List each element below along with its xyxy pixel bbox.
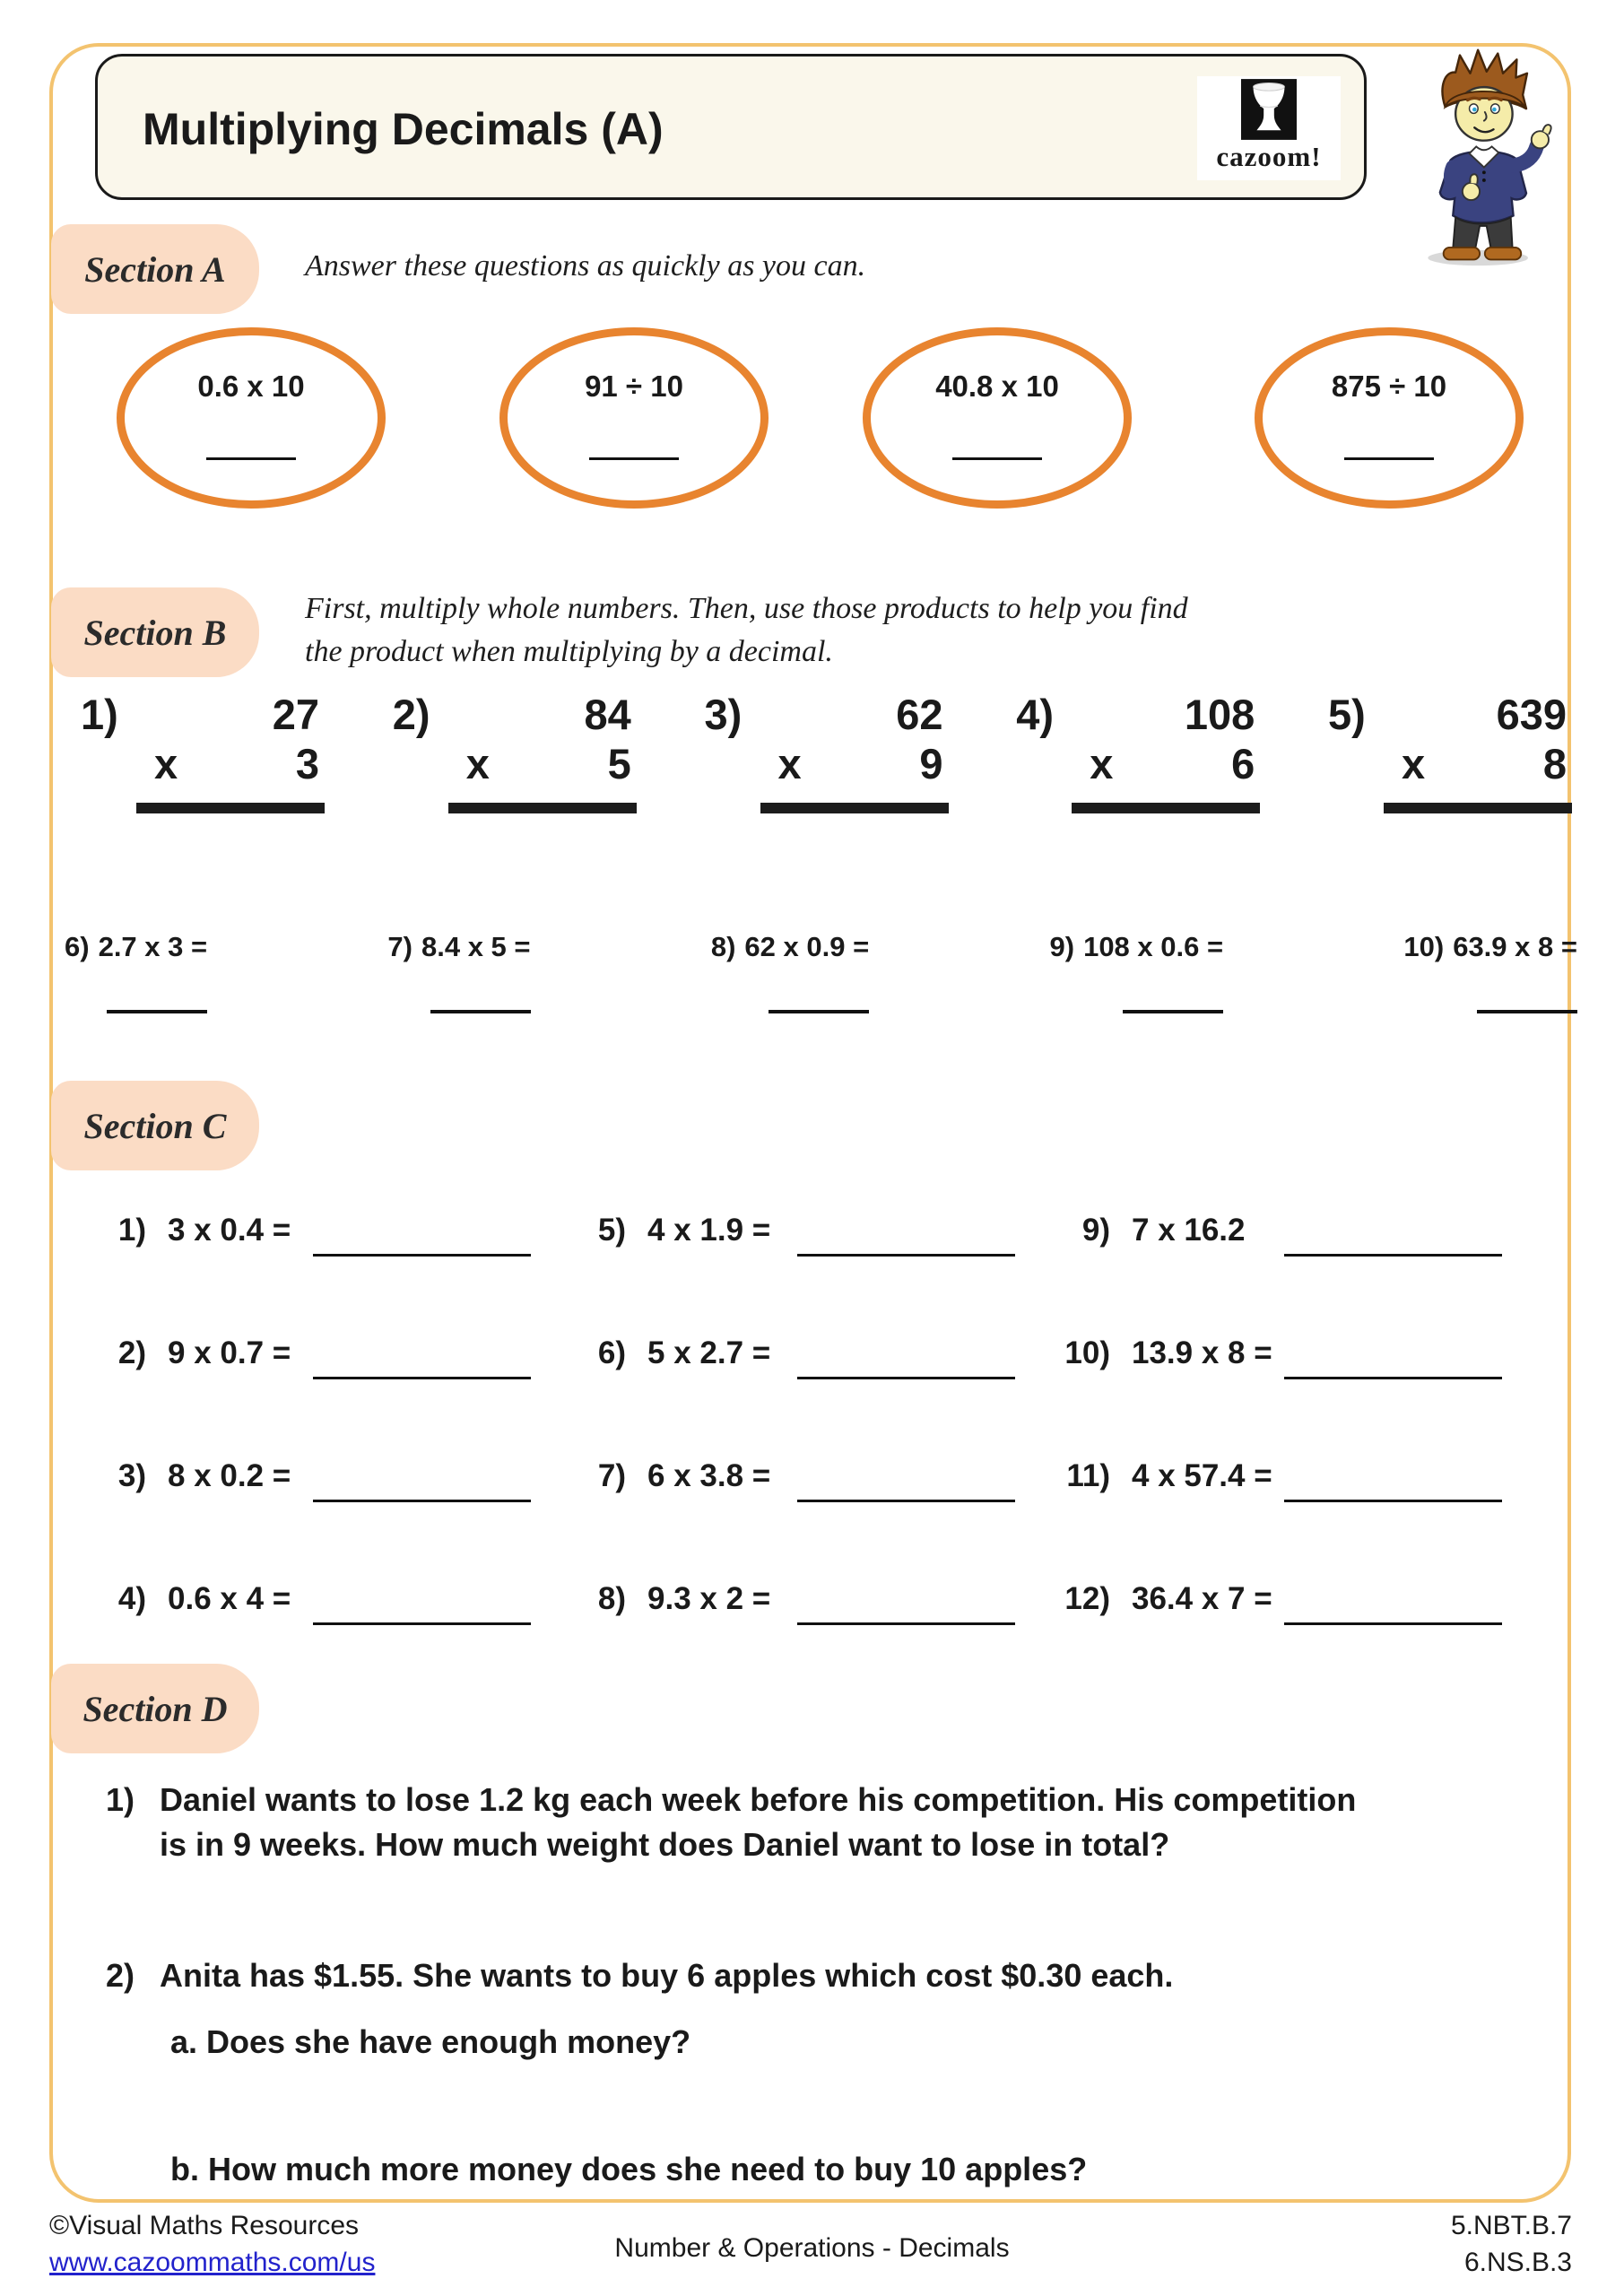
answer-blank [1477, 1010, 1577, 1013]
vertical-problem [1328, 691, 1572, 813]
answer-rule [448, 803, 637, 813]
problem-row [565, 1581, 1049, 1704]
section-c-label: Section C [51, 1081, 259, 1170]
problem-expression: 875 ÷ 10 [1331, 370, 1447, 403]
problem-expression: 8.4 x 5 = [421, 931, 531, 962]
multiplicand: 84 [584, 691, 631, 738]
section-b-instruction-line2: the product when multiplying by a decimal. [305, 635, 833, 668]
problem-expression: 6 x 3.8 = [647, 1458, 771, 1493]
problem-number: 6) [597, 1335, 626, 1370]
problem-number: 8) [710, 931, 736, 962]
answer-blank [952, 457, 1042, 460]
problem-expression: 3 x 0.4 = [168, 1213, 291, 1248]
section-a-label: Section A [51, 224, 259, 314]
answer-blank [107, 1010, 207, 1013]
problem-row [565, 1213, 1049, 1335]
problem-row [85, 1458, 565, 1581]
section-b-instruction-line1: First, multiply whole numbers. Then, use those products to help you find [305, 592, 1188, 625]
standard-code-2: 6.NS.B.3 [1463, 2247, 1572, 2277]
problem-expression: 7 x 16.2 [1132, 1213, 1246, 1248]
inline-problem [65, 931, 207, 1013]
problem-text-line2: is in 9 weeks. How much weight does Daniel want to lose in total? [160, 1825, 1170, 1863]
answer-blank [797, 1335, 1015, 1379]
answer-blank [1123, 1010, 1223, 1013]
multiplier: 5 [607, 739, 631, 787]
multiplier: 3 [295, 739, 319, 787]
problem-expression: 91 ÷ 10 [585, 370, 683, 403]
problem-expression: 36.4 x 7 = [1132, 1581, 1272, 1616]
answer-blank [797, 1458, 1015, 1502]
word-problem-2a: a. Does she have enough money? [170, 2023, 691, 2060]
answer-blank [797, 1581, 1015, 1625]
answer-blank [1284, 1581, 1502, 1625]
problem-row [565, 1458, 1049, 1581]
footer-standards [1451, 2208, 1572, 2281]
mental-math-bubble [117, 327, 386, 509]
multiply-sign: x [777, 739, 802, 787]
problem-expression: 108 x 0.6 = [1083, 931, 1224, 962]
problem-row [565, 1335, 1049, 1458]
problem-number: 10) [1064, 1335, 1110, 1370]
multiplicand: 27 [272, 691, 319, 738]
multiply-sign: x [154, 739, 178, 787]
multiply-sign: x [465, 739, 490, 787]
problem-expression: 8 x 0.2 = [168, 1458, 291, 1493]
answer-blank [797, 1213, 1015, 1257]
multiplicand: 639 [1496, 691, 1567, 738]
problem-text [160, 1778, 1356, 1866]
problem-expression: 5 x 2.7 = [647, 1335, 771, 1370]
problem-row [1049, 1581, 1536, 1704]
problem-number: 1) [81, 691, 118, 738]
problem-number: 2) [106, 1957, 135, 1994]
vertical-problem [393, 691, 637, 813]
problem-expression: 63.9 x 8 = [1453, 931, 1577, 962]
section-b-label: Section B [51, 587, 259, 677]
standard-code-1: 5.NBT.B.7 [1450, 2211, 1572, 2240]
word-problem-2 [106, 1953, 1532, 1998]
vertical-problem [81, 691, 325, 813]
answer-rule [760, 803, 949, 813]
multiply-sign: x [1090, 739, 1114, 787]
problem-text: Anita has $1.55. She wants to buy 6 apples which cost $0.30 each. [160, 1957, 1174, 1994]
multiplier: 6 [1231, 739, 1255, 787]
problem-number: 4) [117, 1581, 146, 1616]
problem-row [1049, 1335, 1536, 1458]
title-box [95, 54, 1367, 200]
mental-math-bubble [1255, 327, 1524, 509]
problem-number: 10) [1403, 931, 1445, 962]
problem-expression: 0.6 x 4 = [168, 1581, 291, 1616]
problem-row [1049, 1458, 1536, 1581]
cazoom-logo [1197, 76, 1341, 180]
word-problem-1 [106, 1778, 1532, 1866]
problem-number: 4) [1016, 691, 1055, 738]
answer-blank [1284, 1335, 1502, 1379]
inline-problem [1403, 931, 1577, 1013]
problem-number: 1) [117, 1213, 146, 1248]
cazoommaths-link[interactable]: www.cazoommaths.com/us [49, 2247, 376, 2277]
problem-expression: 40.8 x 10 [935, 370, 1059, 403]
inline-problem [1050, 931, 1224, 1013]
footer-topic: Number & Operations - Decimals [614, 2233, 1010, 2263]
answer-rule [1072, 803, 1260, 813]
cazoom-logo-text: cazoom! [1216, 141, 1322, 172]
word-problem-2b: b. How much more money does she need to buy 10 apples? [170, 2151, 1088, 2187]
section-a-instruction: Answer these questions as quickly as you can. [305, 249, 866, 283]
multiplicand: 62 [896, 691, 943, 738]
problem-number: 12) [1064, 1581, 1110, 1616]
problem-text-line1: Daniel wants to lose 1.2 kg each week before his competition. His competition [160, 1781, 1357, 1818]
problem-number: 6) [65, 931, 90, 962]
problem-number: 9) [1081, 1213, 1110, 1248]
problem-number: 7) [387, 931, 413, 962]
problem-row [85, 1213, 565, 1335]
answer-blank [313, 1213, 531, 1257]
student-character-illustration [1392, 45, 1571, 269]
answer-blank [1284, 1458, 1502, 1502]
problem-number: 3) [704, 691, 743, 738]
answer-blank [313, 1458, 531, 1502]
answer-rule [136, 803, 325, 813]
answer-blank [769, 1010, 869, 1013]
section-c-problem-grid [85, 1213, 1536, 1704]
problem-number: 2) [392, 691, 430, 738]
multiplier: 9 [919, 739, 943, 787]
vertical-multiplication-row [81, 691, 1572, 813]
answer-blank [589, 457, 679, 460]
problem-expression: 4 x 57.4 = [1132, 1458, 1272, 1493]
inline-problems-row [65, 931, 1577, 1013]
answer-blank [313, 1335, 531, 1379]
problem-expression: 9.3 x 2 = [647, 1581, 771, 1616]
problem-expression: 0.6 x 10 [197, 370, 305, 403]
answer-blank [1344, 457, 1434, 460]
problem-expression: 9 x 0.7 = [168, 1335, 291, 1370]
problem-number: 8) [597, 1581, 626, 1616]
problem-number: 9) [1049, 931, 1075, 962]
problem-expression: 4 x 1.9 = [647, 1213, 771, 1248]
problem-row [85, 1335, 565, 1458]
problem-number: 7) [597, 1458, 626, 1493]
section-d-label: Section D [51, 1664, 259, 1753]
multiplier: 8 [1542, 739, 1567, 787]
multiplicand: 108 [1184, 691, 1255, 738]
problem-row [1049, 1213, 1536, 1335]
answer-blank [430, 1010, 531, 1013]
answer-blank [1284, 1213, 1502, 1257]
answer-blank [206, 457, 296, 460]
multiply-sign: x [1402, 739, 1426, 787]
page-title: Multiplying Decimals (A) [143, 104, 664, 154]
problem-expression: 13.9 x 8 = [1132, 1335, 1272, 1370]
mental-math-bubble [499, 327, 769, 509]
inline-problem [711, 931, 869, 1013]
problem-number: 5) [597, 1213, 626, 1248]
answer-blank [313, 1581, 531, 1625]
drum-icon [1241, 78, 1297, 141]
vertical-problem [705, 691, 949, 813]
copyright-text: ©Visual Maths Resources [49, 2211, 360, 2240]
inline-problem [387, 931, 530, 1013]
problem-expression: 62 x 0.9 = [744, 931, 870, 962]
problem-number: 2) [117, 1335, 146, 1370]
problem-number: 11) [1066, 1458, 1110, 1493]
answer-rule [1384, 803, 1572, 813]
problem-number: 1) [106, 1781, 135, 1818]
problem-number: 3) [117, 1458, 146, 1493]
problem-expression: 2.7 x 3 = [98, 931, 208, 962]
mental-math-bubble [863, 327, 1132, 509]
problem-number: 5) [1328, 691, 1366, 738]
vertical-problem [1016, 691, 1260, 813]
